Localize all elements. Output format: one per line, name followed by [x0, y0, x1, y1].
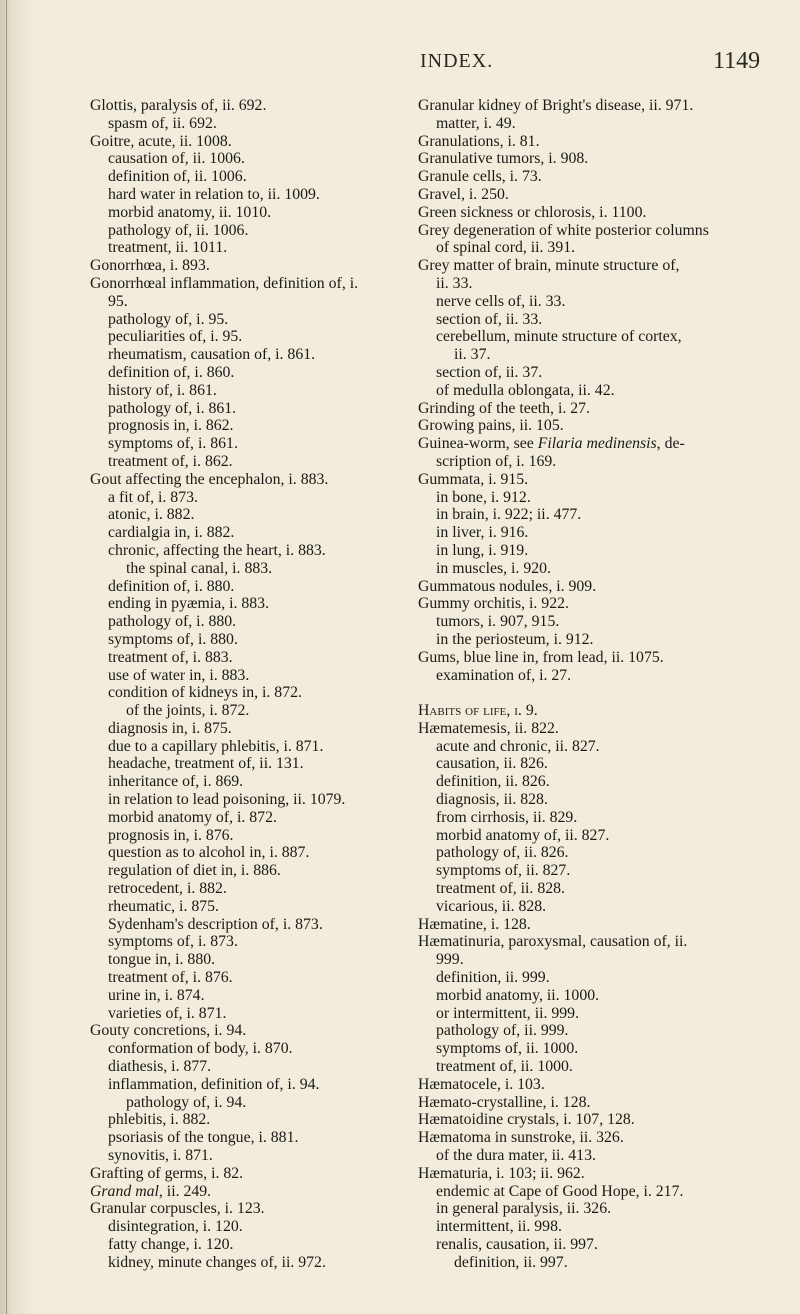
index-subentry: section of, ii. 33. — [436, 310, 543, 328]
index-subentry: regulation of diet in, i. 886. — [108, 862, 281, 880]
index-entry: Gonorrhœa, i. 893. — [90, 257, 210, 275]
index-entry: Hæmato-crystalline, i. 128. — [418, 1093, 591, 1111]
index-subentry: in bone, i. 912. — [436, 488, 531, 506]
index-entry: Grand mal, ii. 249. — [90, 1182, 212, 1200]
index-entry: Granulative tumors, i. 908. — [418, 150, 589, 168]
index-subentry: prognosis in, i. 862. — [108, 417, 234, 435]
index-subentry: conformation of body, i. 870. — [108, 1040, 293, 1058]
index-subentry: treatment of, ii. 1000. — [436, 1058, 573, 1076]
index-subentry: ii. 37. — [454, 346, 491, 364]
index-entry: Hæmatemesis, ii. 822. — [418, 719, 559, 737]
index-subentry: treatment of, i. 862. — [108, 452, 233, 470]
index-subentry: psoriasis of the tongue, i. 881. — [108, 1129, 299, 1147]
index-subentry: in general paralysis, ii. 326. — [436, 1200, 612, 1218]
index-subentry: kidney, minute changes of, ii. 972. — [108, 1253, 326, 1271]
index-entry: Gout affecting the encephalon, i. 883. — [90, 470, 329, 488]
page-number: 1149 — [713, 48, 761, 74]
index-entry: Hæmatinuria, paroxysmal, causation of, ii. — [418, 933, 688, 951]
index-subentry: disintegration, i. 120. — [108, 1218, 243, 1236]
index-subentry: of medulla oblongata, ii. 42. — [436, 381, 615, 399]
index-subentry: matter, i. 49. — [436, 114, 516, 132]
index-entry: Granule cells, i. 73. — [418, 168, 542, 186]
index-subentry: symptoms of, i. 861. — [108, 435, 238, 453]
index-entry: Gums, blue line in, from lead, ii. 1075. — [418, 648, 664, 666]
index-entry: Grafting of germs, i. 82. — [90, 1164, 244, 1182]
index-subentry: or intermittent, ii. 999. — [436, 1004, 580, 1022]
index-subentry: pathology of, i. 861. — [108, 399, 237, 417]
index-subentry: morbid anatomy of, i. 872. — [108, 808, 277, 826]
index-subentry: atonic, i. 882. — [108, 506, 195, 524]
index-subentry: peculiarities of, i. 95. — [108, 328, 243, 346]
index-subentry: in the periosteum, i. 912. — [436, 630, 594, 648]
index-subentry: diathesis, i. 877. — [108, 1058, 212, 1076]
index-subentry: ending in pyæmia, i. 883. — [108, 595, 270, 613]
index-subentry: definition, ii. 826. — [436, 773, 550, 791]
index-subentry: diagnosis in, i. 875. — [108, 719, 232, 737]
index-subentry: hard water in relation to, ii. 1009. — [108, 185, 320, 203]
index-subentry: definition, ii. 997. — [454, 1253, 568, 1271]
index-entry: Hæmatocele, i. 103. — [418, 1075, 545, 1093]
index-subentry: inheritance of, i. 869. — [108, 773, 244, 791]
index-subentry: treatment of, ii. 828. — [436, 880, 565, 898]
index-subentry: intermittent, ii. 998. — [436, 1218, 562, 1236]
index-subentry: tongue in, i. 880. — [108, 951, 216, 969]
index-entry: Granular kidney of Bright's disease, ii. 971. — [418, 97, 694, 114]
index-subentry: renalis, causation, ii. 997. — [436, 1236, 598, 1253]
index-subentry: retrocedent, i. 882. — [108, 880, 227, 898]
index-subentry: symptoms of, i. 880. — [108, 630, 238, 648]
index-subentry: urine in, i. 874. — [108, 986, 205, 1004]
index-subentry: pathology of, i. 94. — [126, 1093, 247, 1111]
index-subentry: cerebellum, minute structure of cortex, — [436, 328, 682, 346]
index-subentry: in lung, i. 919. — [436, 541, 529, 559]
page-title: INDEX. — [420, 50, 494, 72]
index-entry: Hæmatoma in sunstroke, ii. 326. — [418, 1129, 624, 1147]
index-subentry: symptoms of, ii. 827. — [436, 862, 571, 880]
page-header — [0, 50, 800, 82]
index-entry: Goitre, acute, ii. 1008. — [90, 132, 232, 150]
index-subentry: endemic at Cape of Good Hope, i. 217. — [436, 1182, 684, 1200]
index-subentry: nerve cells of, ii. 33. — [436, 292, 566, 310]
index-subentry: definition, ii. 999. — [436, 969, 550, 987]
index-subentry: acute and chronic, ii. 827. — [436, 737, 600, 755]
index-subentry: 95. — [108, 292, 128, 310]
index-subentry: section of, ii. 37. — [436, 363, 543, 381]
index-entry: Granulations, i. 81. — [418, 132, 540, 150]
index-subentry: synovitis, i. 871. — [108, 1147, 213, 1165]
index-entry: Hæmatine, i. 128. — [418, 915, 531, 933]
index-entry: Granular corpuscles, i. 123. — [90, 1200, 265, 1218]
index-subentry: pathology of, ii. 1006. — [108, 221, 249, 239]
index-entry: Hæmaturia, i. 103; ii. 962. — [418, 1164, 585, 1182]
index-subentry: examination of, i. 27. — [436, 666, 572, 684]
index-entry: Green sickness or chlorosis, i. 1100. — [418, 203, 647, 221]
index-subentry: due to a capillary phlebitis, i. 871. — [108, 737, 324, 755]
index-subentry: varieties of, i. 871. — [108, 1004, 227, 1022]
index-entry: Grey matter of brain, minute structure of, — [418, 257, 680, 275]
index-subentry: the spinal canal, i. 883. — [126, 559, 273, 577]
index-entry: Hæmatoidine crystals, i. 107, 128. — [418, 1111, 635, 1129]
index-subentry: morbid anatomy of, ii. 827. — [436, 826, 610, 844]
index-subentry: cardialgia in, i. 882. — [108, 524, 235, 542]
index-subentry: of spinal cord, ii. 391. — [436, 239, 576, 257]
index-subentry: history of, i. 861. — [108, 381, 217, 399]
index-subentry: symptoms of, i. 873. — [108, 933, 238, 951]
index-subentry: pathology of, ii. 999. — [436, 1022, 569, 1040]
index-subentry: in muscles, i. 920. — [436, 559, 551, 577]
index-subentry: symptoms of, ii. 1000. — [436, 1040, 579, 1058]
index-entry: Growing pains, ii. 105. — [418, 417, 564, 435]
index-column-right — [418, 97, 758, 1272]
index-subentry: ii. 33. — [436, 274, 473, 292]
index-subentry: spasm of, ii. 692. — [108, 114, 217, 132]
index-subentry: treatment of, i. 883. — [108, 648, 233, 666]
index-subentry: chronic, affecting the heart, i. 883. — [108, 541, 326, 559]
index-subentry: Sydenham's description of, i. 873. — [108, 915, 323, 933]
index-subentry: scription of, i. 169. — [436, 452, 557, 470]
index-subentry: vicarious, ii. 828. — [436, 897, 547, 915]
index-subentry: pathology of, i. 880. — [108, 613, 237, 631]
index-subentry: in relation to lead poisoning, ii. 1079. — [108, 791, 346, 809]
index-subentry: in brain, i. 922; ii. 477. — [436, 506, 582, 524]
index-subentry: in liver, i. 916. — [436, 524, 529, 542]
index-subentry: headache, treatment of, ii. 131. — [108, 755, 304, 773]
index-subentry: treatment, ii. 1011. — [108, 239, 228, 257]
index-subentry: causation of, ii. 1006. — [108, 150, 245, 168]
index-subentry: tumors, i. 907, 915. — [436, 613, 560, 631]
index-subentry: pathology of, ii. 826. — [436, 844, 569, 862]
index-subentry: of the joints, i. 872. — [126, 702, 250, 720]
index-subentry: treatment of, i. 876. — [108, 969, 233, 987]
index-subentry: a fit of, i. 873. — [108, 488, 198, 506]
index-subentry: inflammation, definition of, i. 94. — [108, 1075, 320, 1093]
index-subentry: question as to alcohol in, i. 887. — [108, 844, 310, 862]
index-entry: Glottis, paralysis of, ii. 692. — [90, 97, 267, 114]
index-entry: Gummatous nodules, i. 909. — [418, 577, 597, 595]
index-subentry: causation, ii. 826. — [436, 755, 548, 773]
index-subentry: prognosis in, i. 876. — [108, 826, 234, 844]
index-subentry: from cirrhosis, ii. 829. — [436, 808, 578, 826]
index-subentry: diagnosis, ii. 828. — [436, 791, 548, 809]
index-subentry: phlebitis, i. 882. — [108, 1111, 211, 1129]
index-entry: Gonorrhœal inflammation, definition of, i. — [90, 274, 359, 292]
index-subentry: morbid anatomy, ii. 1000. — [436, 986, 600, 1004]
binding-edge — [6, 0, 7, 1314]
index-subentry: fatty change, i. 120. — [108, 1236, 234, 1253]
index-entry: Guinea-worm, see Filaria medinensis, de- — [418, 435, 685, 453]
index-subentry: definition of, ii. 1006. — [108, 168, 247, 186]
index-entry: Grinding of the teeth, i. 27. — [418, 399, 590, 417]
index-subentry: morbid anatomy, ii. 1010. — [108, 203, 272, 221]
index-subentry: definition of, i. 860. — [108, 363, 235, 381]
index-column-left — [90, 97, 405, 1272]
index-entry: Gummata, i. 915. — [418, 470, 529, 488]
index-entry: Habits of life, i. 9. — [418, 702, 538, 720]
index-entry: Gravel, i. 250. — [418, 185, 509, 203]
index-subentry: 999. — [436, 951, 464, 969]
index-subentry: definition of, i. 880. — [108, 577, 235, 595]
index-subentry: rheumatic, i. 875. — [108, 897, 219, 915]
index-entry: Gummy orchitis, i. 922. — [418, 595, 569, 613]
index-subentry: of the dura mater, ii. 413. — [436, 1147, 596, 1165]
index-entry: Grey degeneration of white posterior columns — [418, 221, 709, 239]
index-entry: Gouty concretions, i. 94. — [90, 1022, 247, 1040]
index-subentry: pathology of, i. 95. — [108, 310, 229, 328]
section-gap — [418, 684, 758, 702]
index-subentry: use of water in, i. 883. — [108, 666, 250, 684]
index-subentry: condition of kidneys in, i. 872. — [108, 684, 302, 702]
index-subentry: rheumatism, causation of, i. 861. — [108, 346, 316, 364]
